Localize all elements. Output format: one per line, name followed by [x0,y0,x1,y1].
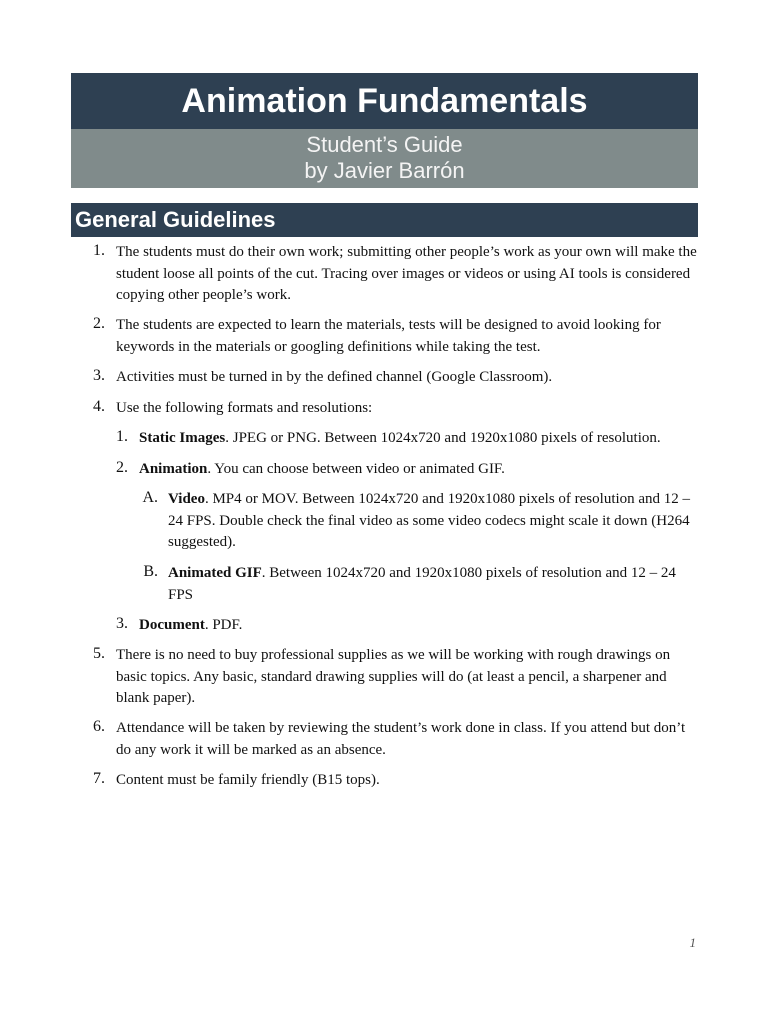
sublist-item [139,459,699,481]
sublist-item-number: 1. [116,428,128,445]
subtitle-guide: Student’s Guide [306,132,463,157]
subsublist-item-letter: A. [142,489,158,506]
sublist-item [139,615,699,637]
subtitle-band [71,129,698,188]
format-description: . Between 1024x720 and 1920x1080 pixels of resolution and 12 – 24 FPS [168,565,676,603]
list-item-number: 7. [93,770,105,787]
format-term: Animation [139,461,208,477]
page-number: 1 [689,935,696,950]
list-item-number: 5. [93,645,105,662]
subtitle-author: by Javier Barrón [304,158,465,183]
format-description: . PDF. [204,617,243,633]
format-term: Video [168,491,205,507]
document-title: Animation Fundamentals [71,73,698,129]
list-item: Use the following formats and resolutions: [116,400,373,416]
sublist-item-number: 3. [116,615,128,632]
list-item: There is no need to buy professional supplies as we will be working with rough drawings on basic topics. Any basic, standard drawing supplies will do (at least a pencil, a sharpener and blank paper). [116,647,671,706]
format-description: . You can choose between video or animated GIF. [207,461,505,477]
sublist-item-number: 2. [116,459,128,476]
list-item: Attendance will be taken by reviewing the student’s work done in class. If you attend but don’t do any work it will be marked as an absence. [116,720,686,758]
format-term: Static Images [139,430,226,446]
format-term: Document [139,617,205,633]
list-item: The students must do their own work; submitting other people’s work as your own will make the student loose all points of the cut. Tracing over images or videos or using AI tools is considered copying other people’s work. [116,244,697,303]
subsublist-item [168,563,696,606]
subsublist-item [168,489,696,554]
list-item-number: 3. [93,367,105,384]
subsublist-item-letter: B. [143,563,158,580]
list-item: Content must be family friendly (B15 tops). [116,772,380,788]
list-item-number: 6. [93,718,105,735]
format-term: Animated GIF [168,565,262,581]
list-item-number: 1. [93,242,105,259]
list-item-number: 2. [93,315,105,332]
format-description: . JPEG or PNG. Between 1024x720 and 1920x1080 pixels of resolution. [225,430,661,446]
format-description: . MP4 or MOV. Between 1024x720 and 1920x1080 pixels of resolution and 12 – 24 FPS. Double check the final video as some video codecs might scale it down (H264 suggested). [168,491,691,550]
list-item: Activities must be turned in by the defined channel (Google Classroom). [116,369,553,385]
sublist-item [139,428,699,450]
list-item: The students are expected to learn the materials, tests will be designed to avoid looking for keywords in the materials or googling definitions while taking the test. [116,317,661,355]
section-heading: General Guidelines [71,203,698,237]
list-item-number: 4. [93,398,105,415]
